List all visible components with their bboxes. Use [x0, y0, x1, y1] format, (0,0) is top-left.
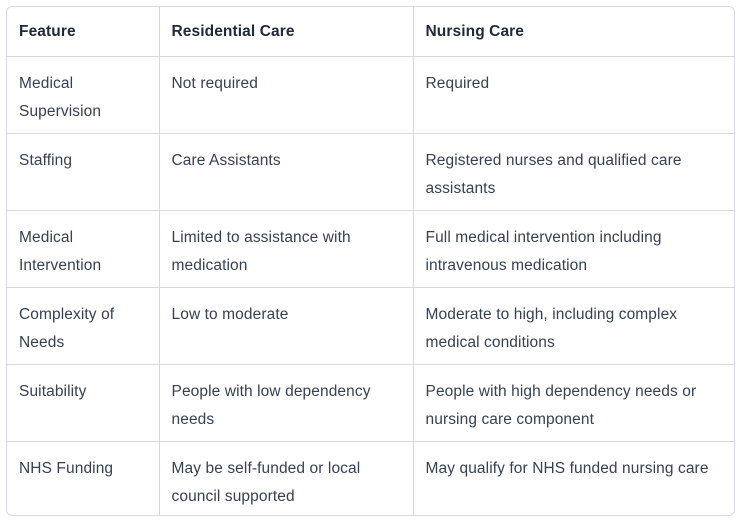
nursing-cell: Full medical intervention including intravenous medication	[413, 210, 734, 287]
feature-cell: Complexity of Needs	[7, 287, 159, 364]
feature-cell: Suitability	[7, 364, 159, 441]
feature-cell: Medical Supervision	[7, 56, 159, 133]
nursing-cell: May qualify for NHS funded nursing care	[425, 459, 709, 477]
table-row	[7, 133, 734, 210]
nursing-cell: People with high dependency needs or nursing care component	[413, 364, 734, 441]
nursing-cell: Moderate to high, including complex medical conditions	[413, 287, 734, 364]
nursing-cell: Registered nurses and qualified care assistants	[413, 133, 734, 210]
table-row	[7, 287, 734, 364]
header-nursing-care: Nursing Care	[413, 7, 734, 56]
nursing-cell: Required	[413, 56, 734, 133]
feature-cell: NHS Funding	[7, 441, 159, 516]
residential-cell: People with low dependency needs	[159, 364, 413, 441]
residential-cell: Low to moderate	[159, 287, 413, 364]
table-row	[7, 441, 734, 516]
table-row	[7, 364, 734, 441]
residential-cell: Not required	[159, 56, 413, 133]
comparison-table-container	[6, 6, 735, 516]
residential-cell: Care Assistants	[159, 133, 413, 210]
comparison-table	[7, 7, 734, 516]
header-feature: Feature	[7, 7, 159, 56]
feature-cell: Staffing	[7, 133, 159, 210]
table-row	[7, 210, 734, 287]
feature-cell: Medical Intervention	[7, 210, 159, 287]
residential-cell: Limited to assistance with medication	[159, 210, 413, 287]
residential-cell: May be self-funded or local council supported	[159, 441, 413, 516]
table-row	[7, 56, 734, 133]
header-residential-care: Residential Care	[159, 7, 413, 56]
table-header-row	[7, 7, 734, 56]
